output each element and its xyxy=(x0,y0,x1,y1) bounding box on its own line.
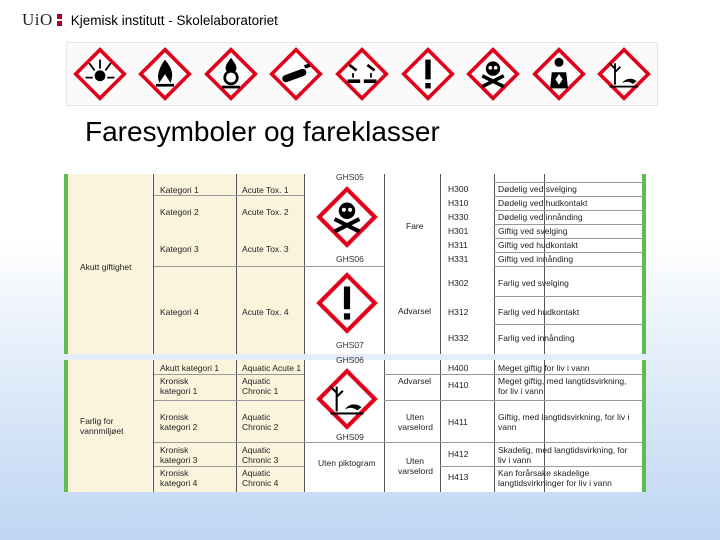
row-line xyxy=(304,266,384,267)
h-text: liv i vann xyxy=(498,455,532,465)
category-column-bg xyxy=(154,174,304,354)
divider xyxy=(236,360,237,492)
ghs-label: GHS06 xyxy=(336,355,364,365)
row-line xyxy=(154,266,304,267)
skull-crossbones-icon xyxy=(316,186,378,248)
category-cell: Kategori 1 xyxy=(160,185,199,195)
health-hazard-icon xyxy=(532,47,586,101)
code-cell: Aquatic xyxy=(242,412,271,422)
divider xyxy=(304,360,305,492)
category-cell: kategori 3 xyxy=(160,455,198,465)
row-line xyxy=(304,442,384,443)
class-label: Akutt giftighet xyxy=(80,262,132,272)
signal-word: varselord xyxy=(398,466,433,476)
page-title: Faresymboler og fareklasser xyxy=(85,116,440,147)
code-cell: Aquatic xyxy=(242,376,271,386)
category-cell: kategori 1 xyxy=(160,386,198,396)
category-cell: Akutt kategori 1 xyxy=(160,363,220,373)
row-line xyxy=(494,324,642,325)
divider xyxy=(153,174,154,354)
h-text: langtidsvirkninger for liv i vann xyxy=(498,478,612,488)
corrosive-icon xyxy=(335,47,389,101)
h-text: Kan forårsake skadelige xyxy=(498,468,590,478)
h-code: H400 xyxy=(448,363,469,373)
class-label: Farlig for xyxy=(80,416,114,426)
signal-word: Advarsel xyxy=(398,306,432,316)
skull-crossbones-icon xyxy=(466,47,520,101)
row-line xyxy=(384,374,642,375)
hazard-table xyxy=(64,174,646,492)
header xyxy=(22,8,278,32)
row-line xyxy=(494,266,642,267)
h-code: H411 xyxy=(448,417,468,427)
h-code: H311 xyxy=(448,240,468,250)
h-text: Farlig ved svelging xyxy=(498,278,569,288)
code-cell: Acute Tox. 4 xyxy=(242,307,289,317)
h-text: Farlig ved hudkontakt xyxy=(498,307,580,317)
row-line xyxy=(440,466,642,467)
h-code: H330 xyxy=(448,212,469,222)
category-cell: Kategori 3 xyxy=(160,244,199,254)
code-cell: Acute Tox. 1 xyxy=(242,185,289,195)
divider xyxy=(494,360,495,492)
institute-name: Kjemisk institutt - Skolelaboratoriet xyxy=(70,12,278,28)
explosive-icon xyxy=(73,47,127,101)
h-code: H413 xyxy=(448,472,469,482)
h-text: Dødelig ved innånding xyxy=(498,212,583,222)
row-line xyxy=(494,224,642,225)
row-line xyxy=(494,196,642,197)
h-code: H331 xyxy=(448,254,469,264)
signal-word: Uten xyxy=(406,456,424,466)
class-label: vannmiljøet xyxy=(80,426,124,436)
code-cell: Aquatic xyxy=(242,445,271,455)
ghs-label: GHS09 xyxy=(336,432,364,442)
category-cell: Kronisk xyxy=(160,468,189,478)
uio-logo: UiO xyxy=(22,10,53,29)
code-cell: Chronic 3 xyxy=(242,455,279,465)
exclamation-icon xyxy=(401,47,455,101)
h-text: Meget giftig for liv i vann xyxy=(498,363,590,373)
h-text: Farlig ved innånding xyxy=(498,333,575,343)
aquatic-hazard-panel xyxy=(64,355,646,492)
code-cell: Chronic 2 xyxy=(242,422,279,432)
ghs-label: GHS06 xyxy=(336,254,364,264)
gas-cylinder-icon xyxy=(269,47,323,101)
flammable-icon xyxy=(138,47,192,101)
row-line xyxy=(494,182,642,183)
oxidizer-icon xyxy=(204,47,258,101)
h-code: H312 xyxy=(448,307,469,317)
h-text: Giftig ved innånding xyxy=(498,254,574,264)
signal-word: varselord xyxy=(398,422,433,432)
h-text: Giftig, med langtidsvirkning, for liv i xyxy=(498,412,630,422)
ghs-label: GHS05 xyxy=(336,172,364,182)
environment-icon xyxy=(316,368,378,430)
row-line xyxy=(384,442,642,443)
environment-icon xyxy=(597,47,651,101)
h-text: for liv i vann xyxy=(498,386,544,396)
row-line xyxy=(154,400,304,401)
signal-word: Fare xyxy=(406,221,424,231)
row-line xyxy=(494,238,642,239)
exclamation-icon xyxy=(316,272,378,334)
code-cell: Aquatic xyxy=(242,468,271,478)
row-line xyxy=(154,466,304,467)
h-code: H301 xyxy=(448,226,469,236)
category-cell: Kategori 2 xyxy=(160,207,199,217)
h-text: Skadelig, med langtidsvirkning, for xyxy=(498,445,628,455)
code-cell: Chronic 4 xyxy=(242,478,279,488)
h-code: H412 xyxy=(448,449,469,459)
code-cell: Aquatic Acute 1 xyxy=(242,363,302,373)
h-code: H332 xyxy=(448,333,469,343)
divider xyxy=(236,174,237,354)
divider xyxy=(494,174,495,354)
category-cell: Kategori 4 xyxy=(160,307,199,317)
divider xyxy=(384,360,385,492)
row-line xyxy=(494,210,642,211)
code-cell: Chronic 1 xyxy=(242,386,279,396)
acute-toxicity-panel xyxy=(64,174,646,354)
divider xyxy=(153,360,154,492)
logo-dots-icon xyxy=(57,12,63,28)
signal-word: Uten xyxy=(406,412,424,422)
code-cell: Acute Tox. 3 xyxy=(242,244,289,254)
row-line xyxy=(154,195,304,196)
row-line xyxy=(154,442,304,443)
no-pictogram-label: Uten piktogram xyxy=(318,458,376,468)
ghs-label: GHS07 xyxy=(336,340,364,350)
h-text: vann xyxy=(498,422,517,432)
divider xyxy=(384,174,385,354)
h-code: H310 xyxy=(448,198,469,208)
h-text: Dødelig ved hudkontakt xyxy=(498,198,588,208)
h-text: Dødelig ved svelging xyxy=(498,184,577,194)
category-cell: Kronisk xyxy=(160,445,189,455)
category-cell: Kronisk xyxy=(160,412,189,422)
signal-word: Advarsel xyxy=(398,376,432,386)
h-code: H302 xyxy=(448,278,469,288)
code-cell: Acute Tox. 2 xyxy=(242,207,289,217)
h-text: Giftig ved hudkontakt xyxy=(498,240,578,250)
divider xyxy=(440,360,441,492)
h-code: H410 xyxy=(448,380,469,390)
h-code: H300 xyxy=(448,184,469,194)
h-text: Meget giftig, med langtidsvirkning, xyxy=(498,376,627,386)
category-cell: Kronisk xyxy=(160,376,189,386)
h-text: Giftig ved svelging xyxy=(498,226,568,236)
hazard-pictogram-row xyxy=(66,42,658,106)
row-line xyxy=(494,296,642,297)
row-line xyxy=(384,400,642,401)
row-line xyxy=(154,374,304,375)
divider xyxy=(440,174,441,354)
category-cell: kategori 4 xyxy=(160,478,198,488)
category-cell: kategori 2 xyxy=(160,422,198,432)
row-line xyxy=(494,252,642,253)
divider xyxy=(304,174,305,354)
